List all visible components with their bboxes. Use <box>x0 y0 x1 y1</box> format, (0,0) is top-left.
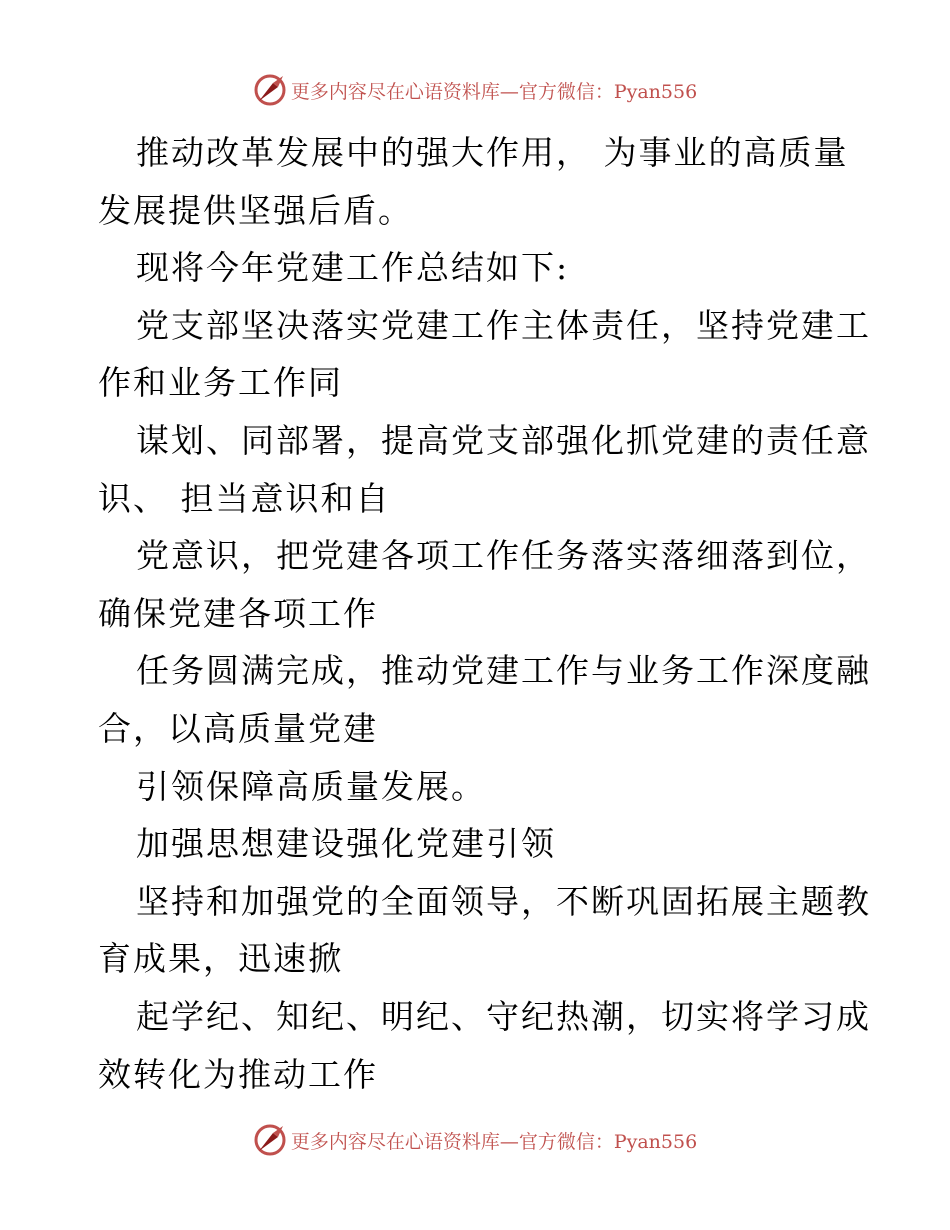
paragraph <box>98 124 858 239</box>
text-line: 推动改革发展中的强大作用， 为事业的高质量 <box>136 133 849 172</box>
text-line: 发展提供坚强后盾。 <box>98 190 413 230</box>
quill-logo-icon <box>253 73 287 107</box>
paragraph <box>98 758 858 816</box>
paragraph <box>98 239 858 297</box>
text-line: 起学纪、知纪、明纪、守纪热潮，切实将学习成 <box>136 996 871 1036</box>
text-line: 识、 担当意识和自 <box>98 478 391 518</box>
text-line: 党支部坚决落实党建工作主体责任，坚持党建工 <box>136 305 871 345</box>
paragraph <box>98 873 871 988</box>
watermark-text: 更多内容尽在心语资料库—官方微信：Pyan556 <box>290 80 698 103</box>
text-line: 现将今年党建工作总结如下: <box>136 248 570 288</box>
paragraph <box>98 815 858 873</box>
footer-watermark <box>0 1122 950 1158</box>
watermark-text: 更多内容尽在心语资料库—官方微信：Pyan556 <box>290 1130 698 1153</box>
section-heading: 加强思想建设强化党建引领 <box>136 824 556 864</box>
document-body <box>98 124 871 1103</box>
text-line: 育成果，迅速掀 <box>98 939 343 979</box>
text-line: 合，以高质量党建 <box>98 708 378 748</box>
paragraph <box>98 412 871 527</box>
paragraph <box>98 297 871 412</box>
text-line: 坚持和加强党的全面领导，不断巩固拓展主题教 <box>136 881 871 921</box>
text-line: 确保党建各项工作 <box>98 593 378 633</box>
text-line: 引领保障高质量发展。 <box>136 766 486 806</box>
text-line: 任务圆满完成，推动党建工作与业务工作深度融 <box>136 651 871 691</box>
paragraph <box>98 527 871 642</box>
text-line: 作和业务工作同 <box>98 363 343 403</box>
paragraph <box>98 988 871 1103</box>
text-line: 效转化为推动工作 <box>98 1054 378 1094</box>
quill-logo-icon <box>253 1123 287 1157</box>
paragraph <box>98 642 871 757</box>
text-line: 谋划、同部署，提高党支部强化抓党建的责任意 <box>136 420 871 460</box>
header-watermark <box>0 72 950 108</box>
text-line: 党意识，把党建各项工作任务落实落细落到位， <box>136 536 871 576</box>
